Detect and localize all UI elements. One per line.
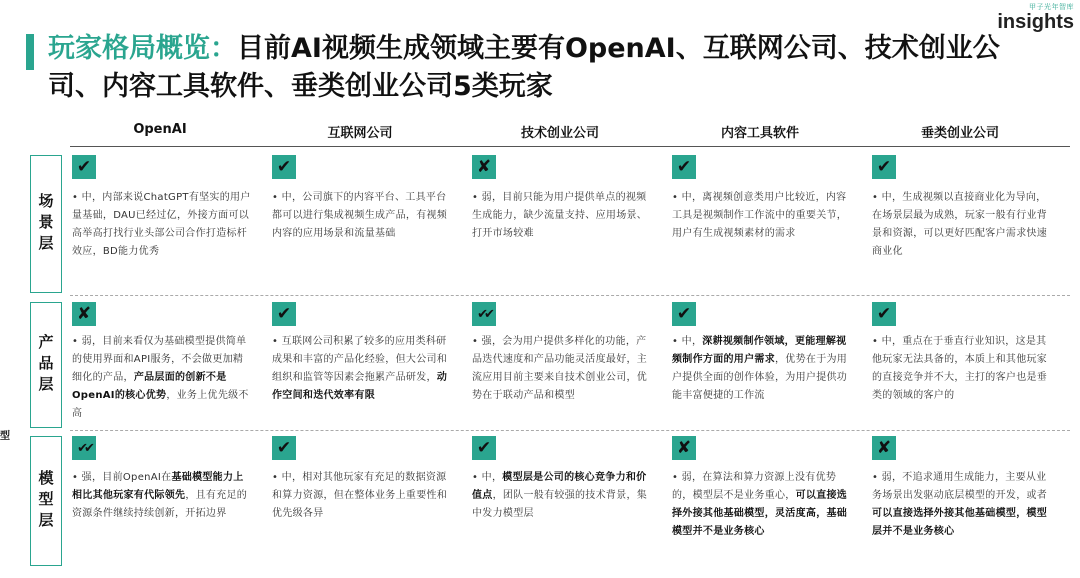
cross-icon: ✘ [472,155,496,179]
cell-text: • 中，重点在于垂直行业知识，这是其他玩家无法具备的，本质上和其他玩家的直接竞争并不大，主打的客户也是垂类的领域的客户的 [872,336,1048,401]
check-icon: ✔ [472,436,496,460]
cell-model-openai [72,469,252,523]
emphasis-text: 可以直接选择外接其他基础模型，灵活度高，基础模型并不是业务核心 [672,490,848,537]
cell-text: ，团队一般有较强的技术背景，集中发力模型层 [472,490,648,519]
title-prefix: 玩家格局概览： [48,33,237,64]
cell-product-vertical-startup [872,333,1052,405]
check-icon: ✔ [872,155,896,179]
cell-product-openai [72,333,252,423]
cell-text: ，优势在于为用户提供全面的创作体验，为用户提供功能丰富便捷的工作流 [672,354,848,401]
cell-text: • 弱，不追求通用生成能力，主要从业务场景出发驱动底层模型的开发，或者 [872,472,1048,501]
check-icon: ✔ [672,155,696,179]
column-header-internet: 互联网公司 [327,126,393,141]
cell-text: • 中，生成视频以直接商业化为导向，在场景层最为成熟，玩家一般有行业背景和资源，可以更好匹配客户需求快速商业化 [872,192,1048,257]
row-divider [70,430,1070,431]
emphasis-text: 动作空间和迭代效率有限 [272,372,448,401]
cell-text: ，业务上优先级不高 [72,390,249,419]
title-body: 目前AI视频生成领域主要有OpenAI、互联网公司、技术创业公司、内容工具软件、垂类创业公司5类玩家 [48,33,1000,102]
insights-logo [994,2,1074,32]
double-check-icon: ✔✔ [472,302,496,326]
emphasis-text: 模型层是公司的核心竞争力和价值点 [472,472,647,501]
title-accent-bar [26,34,34,70]
column-header-tech-startup: 技术创业公司 [520,126,599,141]
cross-icon: ✘ [872,436,896,460]
cross-icon: ✘ [72,302,96,326]
cell-text: • 中，公司旗下的内容平台、工具平台都可以进行集成视频生成产品，有视频内容的应用场景和流量基础 [272,192,448,239]
check-icon: ✔ [272,155,296,179]
cell-product-content-tools [672,333,852,405]
cell-product-internet [272,333,452,405]
double-check-icon: ✔✔ [72,436,96,460]
logo-small-text: 甲子光年智库 [1029,3,1074,11]
check-icon: ✔ [672,302,696,326]
logo-name: insights [997,11,1074,33]
cell-text: • 中，离视频创意类用户比较近，内容工具是视频制作工作流中的重要关节，用户有生成视频素材的需求 [672,192,848,239]
cell-scene-internet [272,189,452,243]
emphasis-text: 可以直接选择外接其他基础模型，模型层并不是业务核心 [872,508,1048,537]
column-header-content-tools: 内容工具软件 [720,126,799,141]
cell-text: ，且有充足的资源条件继续持续创新，开拓边界 [72,490,248,519]
cell-scene-tech-startup [472,189,652,243]
page-title [48,30,1033,106]
cell-text: • 弱，在算法和算力资源上没有优势的，模型层不是业务重心， [672,472,837,501]
cell-text: • 弱，目前来看仅为基础模型提供简单的使用界面和API服务，不会做更加精细化的产品， [72,336,247,383]
cell-text: • 强，会为用户提供多样化的功能，产品迭代速度和产品功能灵活度最好，主流应用目前主要来自技术创业公司，优势在于联动产品和模型 [472,336,648,401]
check-icon: ✔ [72,155,96,179]
emphasis-text: 产品层面的创新不是OpenAI的核心优势 [72,372,227,401]
check-icon: ✔ [272,302,296,326]
side-fragment-text: 型 [0,431,10,442]
header-divider [70,146,1070,147]
row-label-product-text: 产品层 [36,333,55,397]
column-header-openai: OpenAI [133,122,187,137]
cell-text: • 弱，目前只能为用户提供单点的视频生成能力，缺少流量支持、应用场景、打开市场较难 [472,192,648,239]
cell-model-internet [272,469,452,523]
cell-model-vertical-startup [872,469,1052,541]
row-label-scene [30,155,62,293]
cell-text: • 中， [472,472,503,483]
cell-text: • 强，目前OpenAI在 [72,472,172,483]
cell-model-tech-startup [472,469,652,523]
cell-scene-content-tools [672,189,852,243]
column-header-vertical-startup: 垂类创业公司 [920,126,999,141]
cell-text: • 中， [672,336,703,347]
row-label-scene-text: 场景层 [36,192,55,256]
cell-model-content-tools [672,469,852,541]
cell-text: • 中，相对其他玩家有充足的数据资源和算力资源，但在整体业务上重要性和优先级各异 [272,472,448,519]
cell-scene-vertical-startup [872,189,1052,261]
cross-icon: ✘ [672,436,696,460]
row-label-product [30,302,62,428]
cell-text: • 互联网公司积累了较多的应用类科研成果和丰富的产品化经验，但大公司和组织和监管等因素会拖累产品研发， [272,336,448,383]
row-label-model-text: 模型层 [36,469,55,533]
cell-scene-openai [72,189,252,261]
row-label-model [30,436,62,566]
cell-text: • 中，内部来说ChatGPT有坚实的用户量基础，DAU已经过亿，外接方面可以高举高打找行业头部公司合作打造标杆效应，BD能力优秀 [72,192,251,257]
check-icon: ✔ [872,302,896,326]
row-divider [70,295,1070,296]
check-icon: ✔ [272,436,296,460]
emphasis-text: 基础模型能力上相比其他玩家有代际领先 [72,472,244,501]
cell-product-tech-startup [472,333,652,405]
emphasis-text: 深耕视频制作领域，更能理解视频制作方面的用户需求 [672,336,847,365]
